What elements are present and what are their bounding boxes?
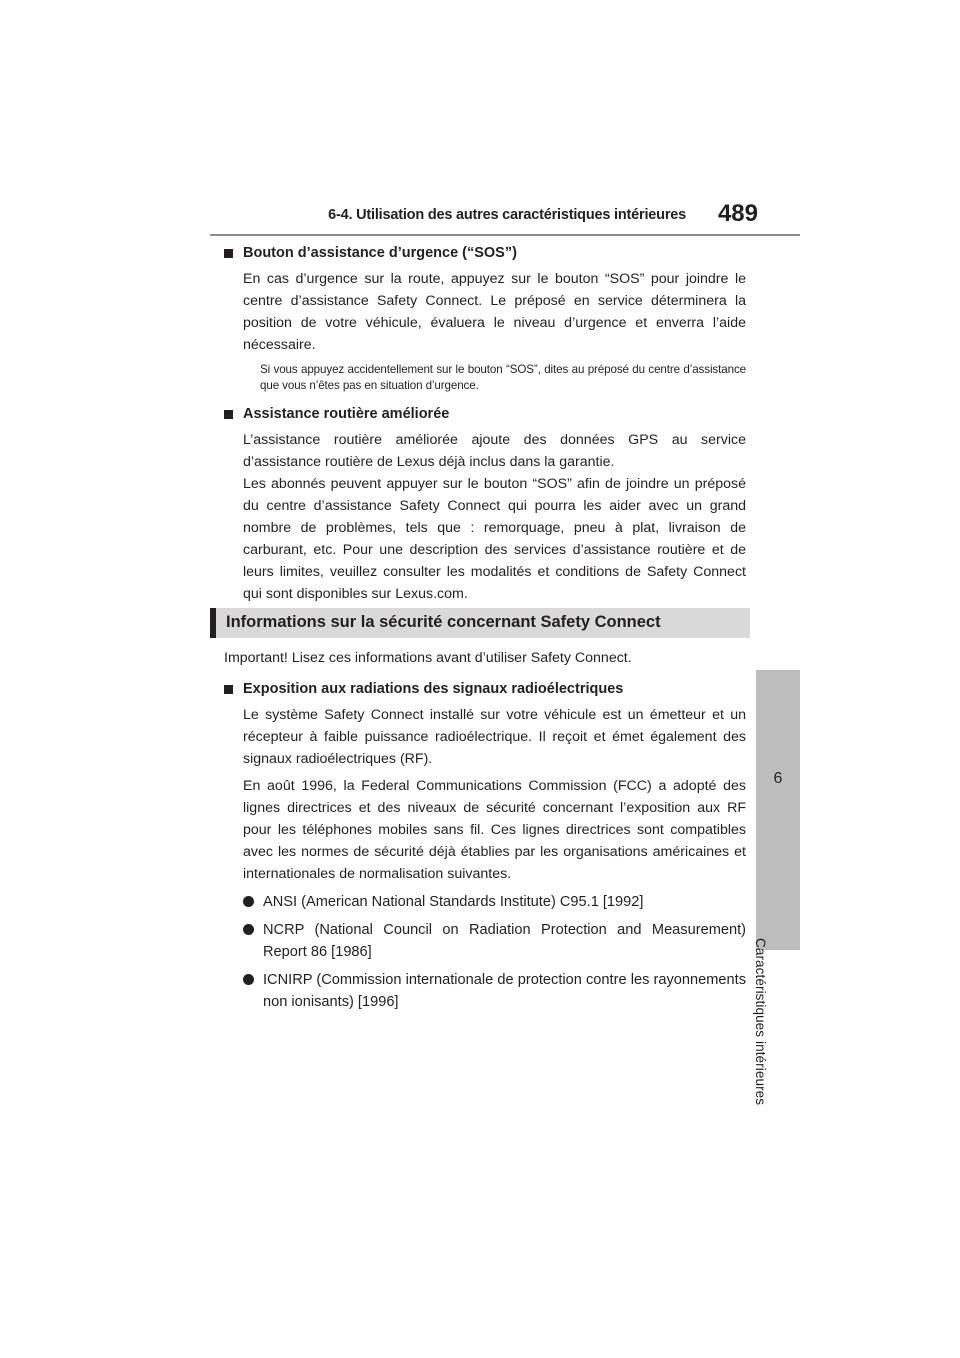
roadside-body-1: L’assistance routière améliorée ajoute des données GPS au service d’assistance routière de Lexus déjà inclus dans la garantie. xyxy=(243,432,746,470)
roadside-heading-text: Assistance routière améliorée xyxy=(243,406,450,422)
safety-section-banner xyxy=(210,608,750,638)
sos-heading-text: Bouton d’assistance d’urgence (“SOS”) xyxy=(243,245,517,261)
list-item xyxy=(243,969,746,1013)
sos-heading xyxy=(224,243,746,263)
list-item xyxy=(243,891,746,913)
upper-content xyxy=(224,243,746,605)
chapter-label: Caractéristiques intérieures xyxy=(753,938,768,1106)
standard-ansi: ANSI (American National Standards Institute) C95.1 [1992] xyxy=(263,894,644,910)
safety-intro: Important! Lisez ces informations avant d’utiliser Safety Connect. xyxy=(224,650,632,666)
round-bullet-icon xyxy=(243,924,254,935)
square-bullet-icon xyxy=(224,685,233,694)
safety-section-title: Informations sur la sécurité concernant Safety Connect xyxy=(226,613,661,631)
exposure-body-2: En août 1996, la Federal Communications Commission (FCC) a adopté des lignes directrices et des niveaux de sécurité concernant l’exposition aux RF pour les téléphones mobiles sans fil. Ces lignes directrices sont compatibles avec les normes de sécurité déjà établies par les organisations américaines et internationales de normalisation suivantes. xyxy=(243,778,746,882)
section-title: 6-4. Utilisation des autres caractéristiques intérieures xyxy=(328,207,686,223)
sos-section xyxy=(224,243,746,394)
roadside-body-2: Les abonnés peuvent appuyer sur le bouton “SOS” afin de joindre un préposé du centre d’assistance Safety Connect qui pourra les aider avec un grand nombre de problèmes, tels que : remorquage, pneu à plat, livraison de carburant, etc. Pour une description des services d’assistance routière et de leurs limites, veuillez consulter les modalités et conditions de Safety Connect qui sont disponibles sur Lexus.com. xyxy=(243,476,746,602)
square-bullet-icon xyxy=(224,249,233,258)
sos-body: En cas d’urgence sur la route, appuyez sur le bouton “SOS” pour joindre le centre d’assistance Safety Connect. Le préposé en service déterminera la position de votre véhicule, évaluera le niveau d’urgence et enverra l’aide nécessaire. xyxy=(243,271,746,353)
standard-ncrp: NCRP (National Council on Radiation Protection and Measurement) Report 86 [1986] xyxy=(263,922,746,960)
exposure-heading xyxy=(224,679,746,699)
exposure-section xyxy=(224,679,746,1013)
exposure-body-1: Le système Safety Connect installé sur votre véhicule est un émetteur et un récepteur à faible puissance radioélectrique. Il reçoit et émet également des signaux radioélectriques (RF). xyxy=(243,707,746,767)
square-bullet-icon xyxy=(224,410,233,419)
round-bullet-icon xyxy=(243,896,254,907)
roadside-heading xyxy=(224,404,746,424)
page-header xyxy=(210,200,800,236)
standard-icnirp: ICNIRP (Commission internationale de protection contre les rayonnements non ionisants) [1996] xyxy=(263,972,746,1010)
exposure-heading-text: Exposition aux radiations des signaux radioélectriques xyxy=(243,681,624,697)
sos-note: Si vous appuyez accidentellement sur le bouton “SOS”, dites au préposé du centre d’assistance que vous n’êtes pas en situation d’urgence. xyxy=(260,363,746,392)
list-item xyxy=(243,919,746,963)
lower-content xyxy=(224,647,746,1013)
chapter-side-tab xyxy=(753,670,800,1106)
header-divider xyxy=(210,234,800,236)
chapter-number: 6 xyxy=(773,770,783,787)
roadside-section xyxy=(224,404,746,605)
round-bullet-icon xyxy=(243,974,254,985)
page-number: 489 xyxy=(717,200,758,227)
